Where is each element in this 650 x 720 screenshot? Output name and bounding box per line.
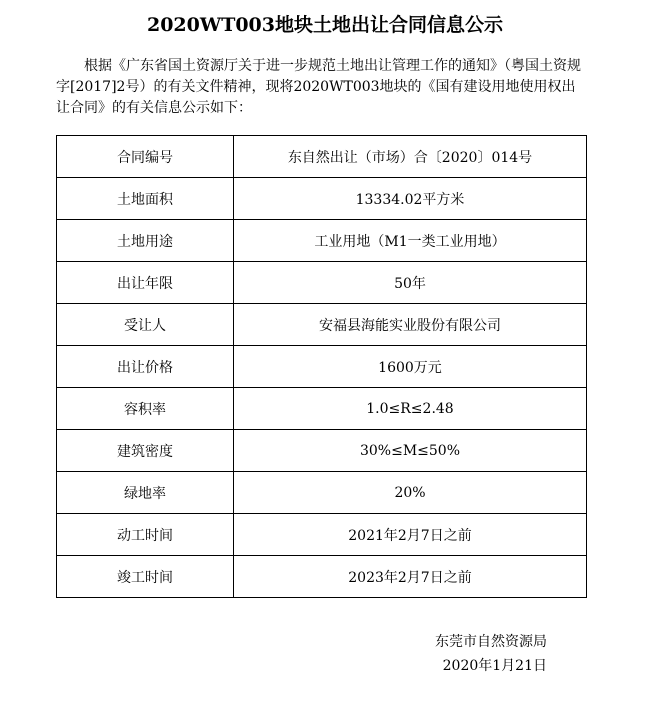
table-row-land-area	[57, 178, 587, 220]
table-row-start-date	[57, 514, 587, 556]
page-title: 2020WT003地块土地出让合同信息公示	[146, 14, 504, 36]
table-row-transferee	[57, 304, 587, 346]
row-label: 出让年限	[57, 262, 234, 304]
row-value: 20%	[234, 472, 587, 514]
row-label: 土地面积	[57, 178, 234, 220]
row-value: 13334.02平方米	[234, 178, 587, 220]
row-value: 2023年2月7日之前	[234, 556, 587, 598]
row-label: 容积率	[57, 388, 234, 430]
row-label: 受让人	[57, 304, 234, 346]
table-row-price	[57, 346, 587, 388]
table-row-green-ratio	[57, 472, 587, 514]
row-label: 动工时间	[57, 514, 234, 556]
row-value: 安福县海能实业股份有限公司	[234, 304, 587, 346]
signoff-date: 2020年1月21日	[442, 658, 547, 674]
row-value: 工业用地（M1一类工业用地）	[234, 220, 587, 262]
row-value: 东自然出让（市场）合〔2020〕014号	[234, 136, 587, 178]
row-value: 1600万元	[234, 346, 587, 388]
table-row-plot-ratio	[57, 388, 587, 430]
info-table	[56, 135, 587, 598]
row-value: 2021年2月7日之前	[234, 514, 587, 556]
row-label: 竣工时间	[57, 556, 234, 598]
table-row-land-use	[57, 220, 587, 262]
row-label: 合同编号	[57, 136, 234, 178]
table-row-term	[57, 262, 587, 304]
intro-paragraph: 根据《广东省国土资源厅关于进一步规范土地出让管理工作的通知》（粤国土资规字[2017]2号）的有关文件精神，现将2020WT003地块的《国有建设用地使用权出让合同》的有关信息公示如下：	[56, 58, 581, 116]
signoff-organization: 东莞市自然资源局	[435, 634, 547, 650]
row-label: 建筑密度	[57, 430, 234, 472]
row-label: 土地用途	[57, 220, 234, 262]
signoff	[435, 630, 547, 678]
row-label: 出让价格	[57, 346, 234, 388]
row-label: 绿地率	[57, 472, 234, 514]
row-value: 1.0≤R≤2.48	[234, 388, 587, 430]
row-value: 30%≤M≤50%	[234, 430, 587, 472]
table-row-building-density	[57, 430, 587, 472]
row-value: 50年	[234, 262, 587, 304]
table-row-completion-date	[57, 556, 587, 598]
table-row-contract-number	[57, 136, 587, 178]
